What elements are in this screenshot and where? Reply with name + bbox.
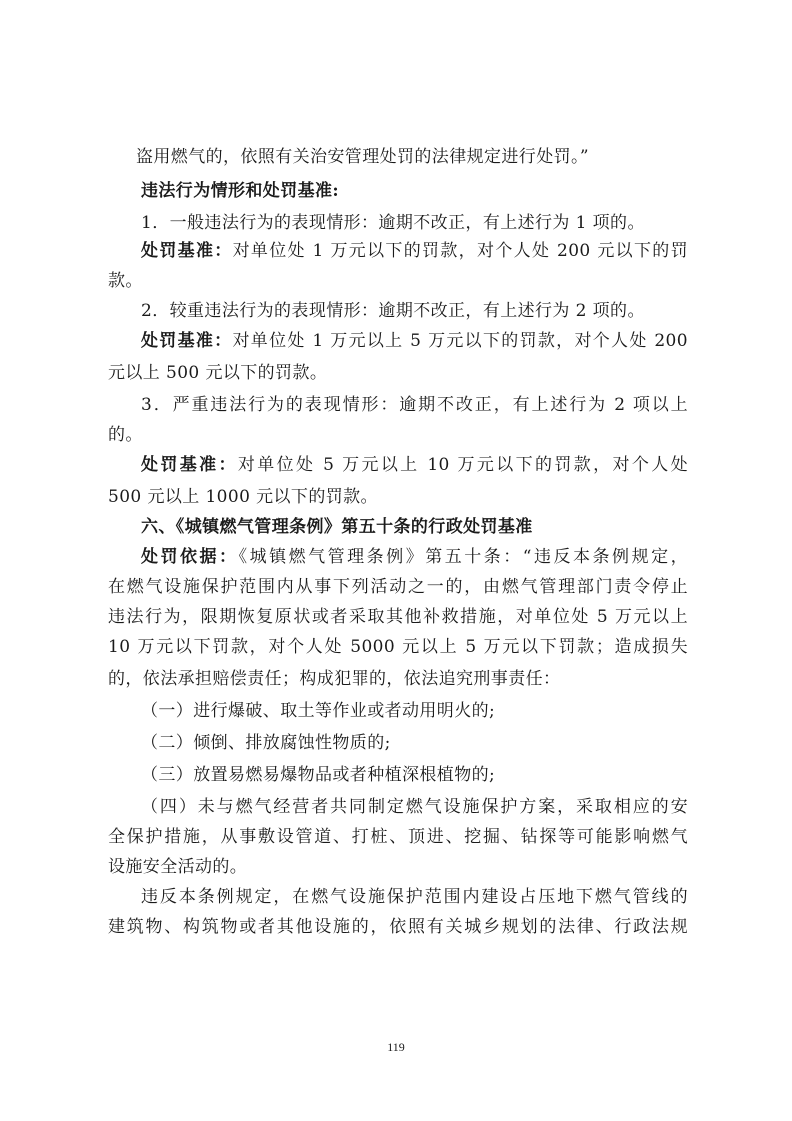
text-line: 在燃气设施保护范围内从事下列活动之一的，由燃气管理部门责令停止 (108, 577, 688, 597)
text-line: 10 万元以下罚款，对个人处 5000 元以上 5 万元以下罚款；造成损失 (108, 637, 688, 657)
label-bold: 处罚依据： (141, 547, 239, 567)
text-line: 违法行为，限期恢复原状或者采取其他补救措施，对单位处 5 万元以上 (108, 607, 688, 627)
text-line: 处罚基准：对单位处 1 万元以上 5 万元以下的罚款，对个人处 200 (141, 331, 688, 351)
text-line: 元以上 500 元以下的罚款。 (108, 363, 328, 383)
text-line: 违反本条例规定，在燃气设施保护范围内建设占压地下燃气管线的 (141, 887, 688, 907)
text-line: 处罚基准：对单位处 1 万元以下的罚款，对个人处 200 元以下的罚 (141, 241, 688, 261)
label-bold: 处罚基准： (141, 455, 238, 475)
text-line: 建筑物、构筑物或者其他设施的，依照有关城乡规划的法律、行政法规 (108, 917, 688, 937)
text-line: 的。 (108, 425, 143, 445)
text-line: 1．一般违法行为的表现情形：逾期不改正，有上述行为 1 项的。 (141, 213, 645, 233)
text-line: 盗用燃气的，依照有关治安管理处罚的法律规定进行处罚。” (136, 147, 589, 167)
text-line: 2．较重违法行为的表现情形：逾期不改正，有上述行为 2 项的。 (141, 301, 645, 321)
text-line: 设施安全活动的。 (108, 857, 248, 877)
text-line: 3．严重违法行为的表现情形：逾期不改正，有上述行为 2 项以上 (141, 395, 688, 415)
section-subheading: 违法行为情形和处罚基准: (141, 181, 340, 201)
text-line: 500 元以上 1000 元以下的罚款。 (108, 487, 378, 507)
text-line: 处罚依据：《城镇燃气管理条例》第五十条：“违反本条例规定， (141, 547, 688, 567)
label-bold: 处罚基准： (141, 241, 233, 261)
text-line: 的，依法承担赔偿责任；构成犯罪的，依法追究刑事责任： (108, 669, 561, 689)
label-bold: 处罚基准： (141, 331, 233, 351)
page-number: 119 (387, 1040, 405, 1054)
section-heading: 六、《城镇燃气管理条例》第五十条的行政处罚基准 (141, 517, 533, 537)
list-item: （四）未与燃气经营者共同制定燃气设施保护方案，采取相应的安 (141, 797, 688, 817)
text-line: 处罚基准：对单位处 5 万元以上 10 万元以下的罚款，对个人处 (141, 455, 688, 475)
list-item: （一）进行爆破、取土等作业或者动用明火的; (141, 701, 496, 721)
text-line: 全保护措施，从事敷设管道、打桩、顶进、挖掘、钻探等可能影响燃气 (108, 827, 688, 847)
text-line: 款。 (108, 271, 143, 291)
list-item: （二）倾倒、排放腐蚀性物质的; (141, 733, 391, 753)
list-item: （三）放置易燃易爆物品或者种植深根植物的; (141, 765, 496, 785)
